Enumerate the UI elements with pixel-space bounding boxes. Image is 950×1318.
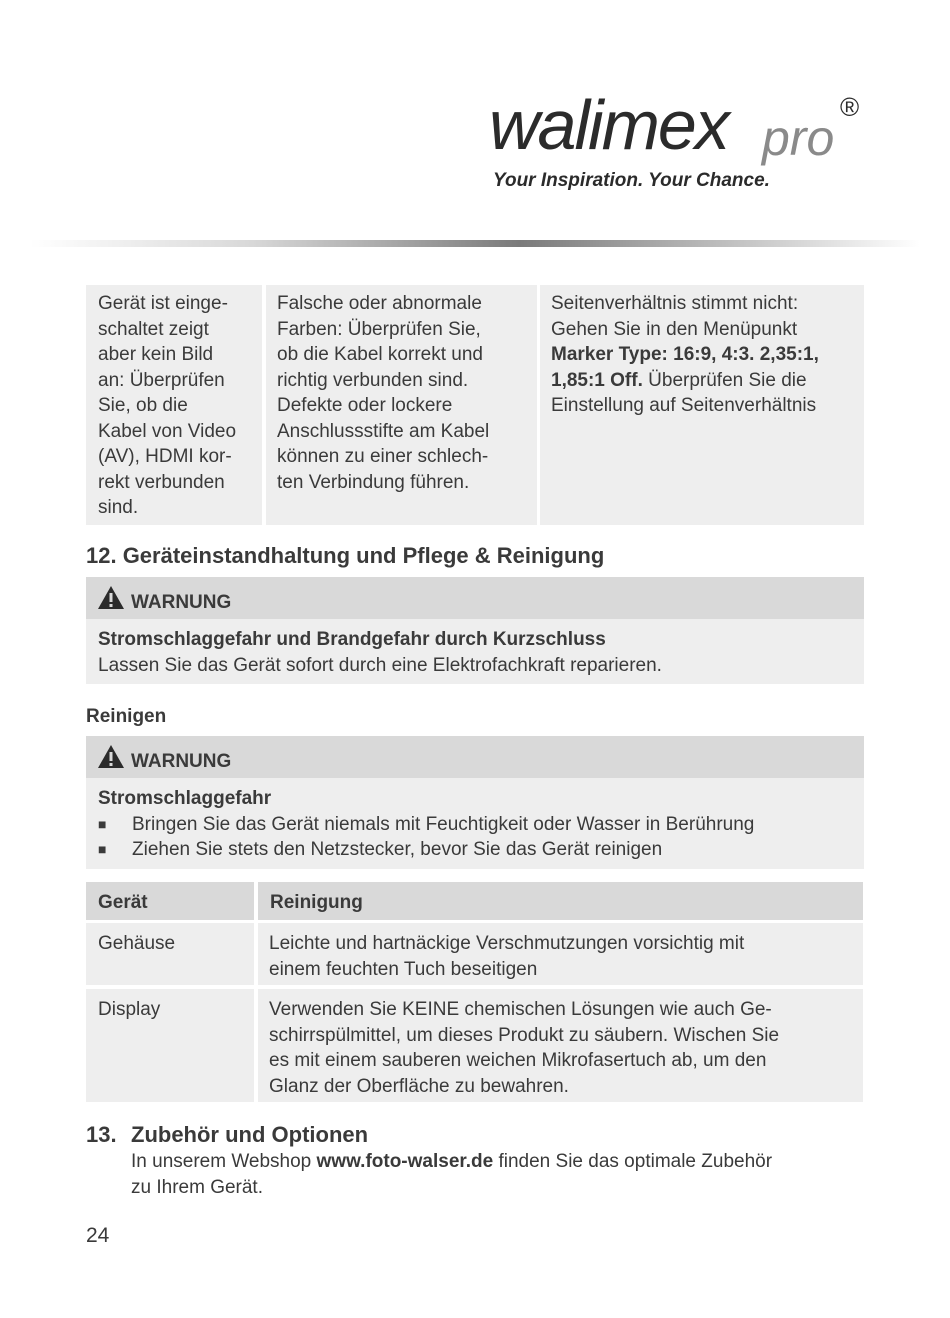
trouble-line: ob die Kabel korrekt und bbox=[277, 344, 483, 365]
logo-registered-mark: ® bbox=[840, 92, 860, 122]
table-cell-line: Leichte und hartnäckige Verschmutzungen vorsichtig mit bbox=[269, 933, 745, 954]
trouble-cell-2 bbox=[266, 285, 537, 525]
list-item-text: Bringen Sie das Gerät niemals mit Feuchtigkeit oder Wasser in Berührung bbox=[132, 813, 755, 835]
trouble-line-rest: Überprüfen Sie die bbox=[642, 369, 807, 391]
marker-type-text: Marker Type: 16:9, 4:3. 2,35:1, bbox=[551, 344, 819, 365]
trouble-line: Sie, ob die bbox=[98, 395, 188, 416]
section-13-text bbox=[131, 1149, 772, 1201]
trouble-line: Anschlussstifte am Kabel bbox=[277, 420, 490, 442]
trouble-cell-3 bbox=[540, 285, 864, 525]
trouble-line: Gehen Sie in den Menüpunkt bbox=[551, 318, 798, 340]
warning-body bbox=[86, 778, 864, 869]
trouble-line: an: Überprüfen bbox=[98, 369, 225, 391]
warning-header bbox=[86, 736, 864, 778]
header-divider bbox=[30, 240, 920, 247]
trouble-line: Einstellung auf Seitenverhältnis bbox=[551, 395, 817, 416]
list-item-text: Ziehen Sie stets den Netzstecker, bevor Sie das Gerät reinigen bbox=[132, 839, 663, 860]
trouble-line: aber kein Bild bbox=[98, 344, 214, 365]
page-number: 24 bbox=[86, 1224, 110, 1247]
webshop-link[interactable]: www.foto-walser.de bbox=[316, 1151, 494, 1172]
warning-icon bbox=[97, 744, 125, 769]
table-header-device: Gerät bbox=[86, 882, 254, 920]
table-cell-device: Display bbox=[86, 989, 254, 1102]
trouble-line: Gerät ist einge- bbox=[98, 293, 228, 314]
list-item bbox=[98, 812, 864, 838]
slogan: Your Inspiration. Your Chance. bbox=[493, 170, 770, 191]
trouble-line: Falsche oder abnormale bbox=[277, 293, 482, 314]
table-cell-cleaning bbox=[258, 989, 863, 1102]
trouble-line: Farben: Überprüfen Sie, bbox=[277, 318, 481, 340]
text-after-link: finden Sie das optimale Zubehör bbox=[493, 1151, 773, 1172]
section-13-line: zu Ihrem Gerät. bbox=[131, 1177, 263, 1198]
trouble-cell-1 bbox=[86, 285, 262, 525]
trouble-line: richtig verbunden sind. bbox=[277, 369, 469, 391]
trouble-line bbox=[551, 368, 864, 394]
warning-header bbox=[86, 577, 864, 619]
section-13-line bbox=[131, 1149, 772, 1175]
warning-text: Lassen Sie das Gerät sofort durch eine Elektrofachkraft reparieren. bbox=[98, 654, 662, 676]
section-12-heading: 12. Geräteinstandhaltung und Pflege & Reinigung bbox=[86, 543, 605, 568]
table-header-cleaning: Reinigung bbox=[258, 882, 863, 920]
logo-suffix: pro bbox=[762, 110, 835, 166]
warning-title: Stromschlaggefahr bbox=[98, 788, 272, 809]
trouble-line: sind. bbox=[98, 497, 139, 518]
trouble-line: können zu einer schlech- bbox=[277, 446, 489, 467]
subheading-reinigen: Reinigen bbox=[86, 706, 167, 727]
table-cell-line: schirrspülmittel, um dieses Produkt zu säubern. Wischen Sie bbox=[269, 1024, 780, 1046]
trouble-line: Kabel von Video bbox=[98, 420, 237, 442]
logo-wordmark: walimex bbox=[489, 86, 728, 164]
table-cell-line: Glanz der Oberfläche zu bewahren. bbox=[269, 1075, 569, 1097]
marker-off-text: 1,85:1 Off. bbox=[551, 369, 643, 391]
trouble-line-bold bbox=[551, 342, 864, 368]
table-cell-line: einem feuchten Tuch beseitigen bbox=[269, 958, 538, 980]
bullet-icon: ■ bbox=[98, 841, 107, 857]
section-13-number: 13. bbox=[86, 1122, 117, 1147]
trouble-line: schaltet zeigt bbox=[98, 318, 209, 340]
bullet-icon: ■ bbox=[98, 815, 107, 832]
table-cell-device: Gehäuse bbox=[86, 923, 254, 985]
list-item bbox=[98, 837, 864, 863]
trouble-line: Defekte oder lockere bbox=[277, 395, 453, 416]
trouble-line: (AV), HDMI kor- bbox=[98, 446, 232, 467]
section-13-heading: Zubehör und Optionen bbox=[131, 1122, 369, 1147]
warning-label: WARNUNG bbox=[131, 751, 232, 772]
table-cell-line: Verwenden Sie KEINE chemischen Lösungen wie auch Ge- bbox=[269, 999, 772, 1020]
warning-label: WARNUNG bbox=[131, 592, 232, 613]
warning-body bbox=[86, 619, 864, 684]
warning-icon bbox=[97, 585, 125, 610]
text-before-link: In unserem Webshop bbox=[131, 1151, 317, 1172]
table-cell-cleaning bbox=[258, 923, 863, 985]
trouble-line: ten Verbindung führen. bbox=[277, 471, 470, 493]
trouble-line: rekt verbunden bbox=[98, 471, 225, 493]
trouble-line: Seitenverhältnis stimmt nicht: bbox=[551, 293, 799, 314]
table-cell-line: es mit einem sauberen weichen Mikrofasertuch ab, um den bbox=[269, 1050, 767, 1071]
warning-title: Stromschlaggefahr und Brandgefahr durch Kurzschluss bbox=[98, 629, 606, 650]
